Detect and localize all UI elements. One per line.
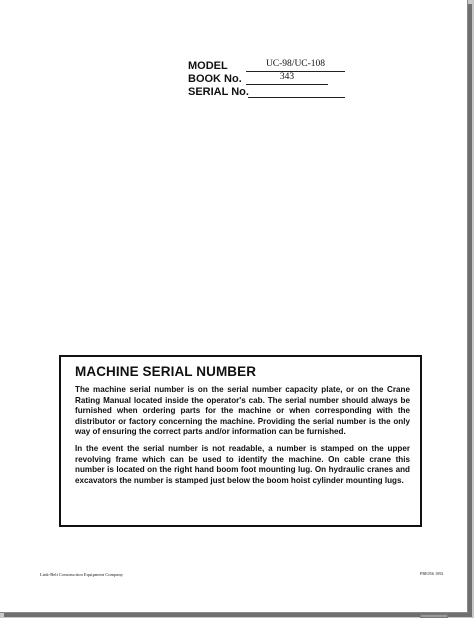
model-label: MODEL <box>188 60 228 72</box>
identification-block <box>188 60 358 99</box>
notice-paragraph: In the event the serial number is not readable, a number is stamped on the upper revolving frame which can be used to identify the machine. On cable crane this number is located on the right hand boom foot mounting lug. On hydraulic cranes and excavators the number is stamped just below the boom hoist cylinder mounting lugs. <box>75 443 410 485</box>
serial-row <box>188 86 358 99</box>
serial-label: SERIAL No. <box>188 86 249 98</box>
book-value: 343 <box>279 72 295 82</box>
footer-code: PRE056 1092 <box>420 571 444 576</box>
notice-title: MACHINE SERIAL NUMBER <box>75 364 257 379</box>
notice-paragraph: The machine serial number is on the serial number capacity plate, or on the Crane Rating Manual located inside the operator's cab. The serial number should always be furnished when ordering parts for the machine or when corresponding with the distributor or factory concerning the machine. Providing the serial number is the only way of ensuring the correct parts and/or information can be furnished. <box>75 385 410 437</box>
footer-company: Link-Belt Construction Equipment Company <box>40 572 124 577</box>
page-shadow <box>4 613 472 617</box>
book-underline <box>246 84 328 85</box>
model-value: UC-98/UC-108 <box>265 59 326 69</box>
scrollbar-thumb[interactable] <box>420 614 448 618</box>
book-label: BOOK No. <box>188 73 242 85</box>
book-row <box>188 73 358 86</box>
serial-number-notice <box>59 355 422 527</box>
serial-underline <box>248 97 345 98</box>
page-shadow <box>468 4 472 614</box>
